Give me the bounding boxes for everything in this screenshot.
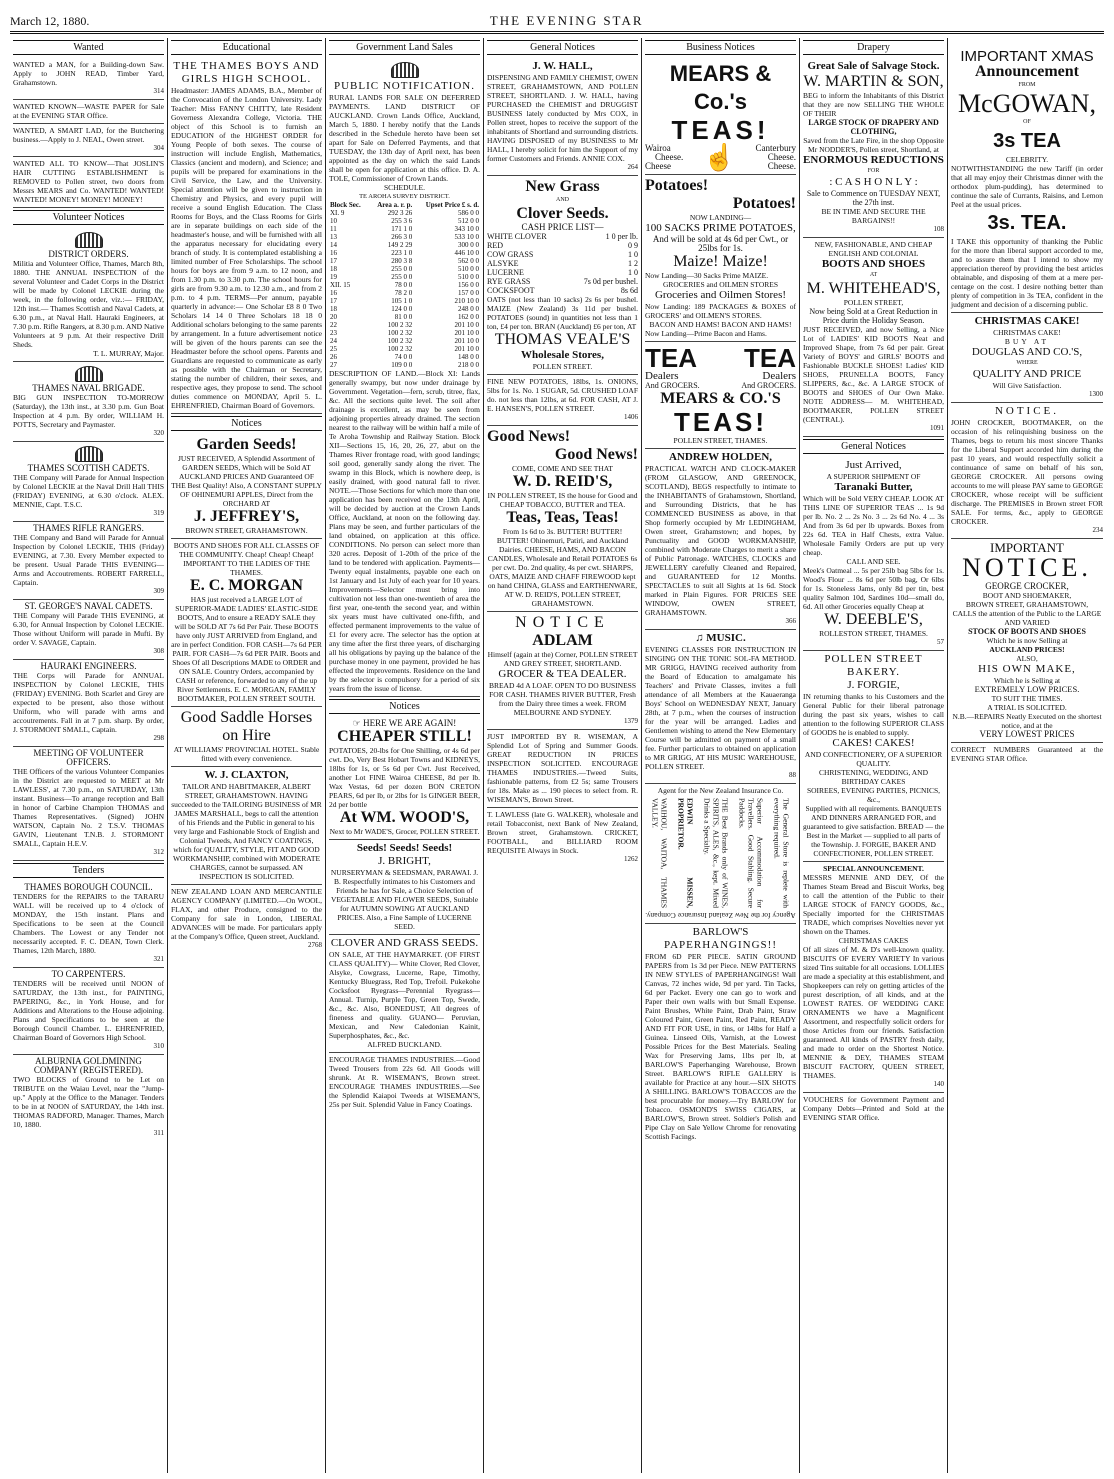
rifle-rangers: THAMES RIFLE RANGERS. THE Company and Band will Parade for Annual Inspection by Colonel LECKIE, THIS (Friday) EVENING, at 7.30. Every Member expected to be present. Usual Parade THIS EVENING—Arms and Accoutrements. ROBERT FARRELL, Captain. 309 xyxy=(13,522,164,600)
table-cell: 201 10 0 xyxy=(454,321,479,329)
wanted-ad: WANTED a MAN, for a Building-down Saw. Apply to JOHN READ, Timber Yard, Grahamstown. 314 xyxy=(13,58,164,100)
section-header-government-land: Government Land Sales xyxy=(329,40,480,55)
price-row: WHITE CLOVER 1 0 per lb. xyxy=(487,232,638,241)
table-cell: 81 0 0 xyxy=(394,313,413,321)
mears-potatoes-ad: Potatoes! Potatoes! NOW LANDING— 100 SACKS PRIME POTATOES, And will be sold at 4s 6d per Cwt., or 25lbs for 1s. Maize! Maize! Now Landing—30 Sacks Prime MAIZE. GROCERIES and OILMEN STORES Groceries and Oilmen Stores! Now Landing: 189 PACKAGES & BOXES of GROCERS' and OILMEN'S STORES. BACON AND HAMS! BACON AND HAMS! Now Landing—Prime Bacon and Hams. xyxy=(645,175,796,342)
table-cell: 156 0 0 xyxy=(458,281,479,289)
table-cell: 562 0 0 xyxy=(458,257,479,265)
table-cell: 13 xyxy=(330,233,337,241)
table-cell: 105 1 0 xyxy=(391,297,413,305)
volunteer-officers-meeting: MEETING OF VOLUNTEER OFFICERS. THE Officers of the various Volunteer Companies in the District are requested to MEET at Mr LAWLESS', at 7.30 p.m., on SATURDAY, 13th instant. Business—To arrange reception and Ball in honor of Carbine Champion THOMAS and Thames Representatives. (Signed) JOHN WATSON, Captain No. 2 T.S.V. THOMAS GAVIN, Lieutenant T.N.B. J. STORMONT SMALL, Captain H.E.V. 312 xyxy=(13,747,164,861)
wanted-ad: WANTED ALL TO KNOW—That JOSLIN'S HAIR CUTTING ESTABLISHMENT is REMOVED to Pollen street, two doors from Messrs MEARS and Co. WANTED! WANTED! WANTED! MONEY! MONEY! MONEY! xyxy=(13,157,164,208)
wood-grocery-ad: ☞ HERE WE ARE AGAIN! CHEAPER STILL! POTATOES, 20-lbs for One Shilling, or 4s 6d per cwt. Do, Very Best Hobart Towns and KIDNEYS, 18lbs for 1s, or 5s 6d per Cwt. Just Received, another Lot FINE Wairoa CHEESE, 8d per lb. Wax Vestas, 6d per dozen BON CRETON PEARS, 6d per lb, or 2lbs for 1s GINGER BEER, 2d per bottle At WM. WOOD'S, Next to Mr WADE'S, Grocer, POLLEN STREET. xyxy=(329,717,480,840)
coat-of-arms-icon xyxy=(75,446,103,462)
table-row xyxy=(329,225,480,233)
table-cell: 157 0 0 xyxy=(458,289,479,297)
price-row: LUCERNE 1 0 xyxy=(487,268,638,277)
price-row: COW GRASS 1 0 xyxy=(487,250,638,259)
column-mcgowan-crocker xyxy=(948,38,1106,1473)
section-header-notices: Notices xyxy=(329,699,480,714)
masthead-title: THE EVENING STAR xyxy=(489,13,644,28)
table-row xyxy=(329,305,480,313)
coat-of-arms-icon xyxy=(75,366,103,382)
table-cell: 26 xyxy=(330,353,337,361)
holden-watchmaker-ad: ANDREW HOLDEN, PRACTICAL WATCH AND CLOCK-MAKER (FROM GLASGOW, AND GREENOCK, SCOTLAND), BEGS respectfully to intimate to the INHABITANTS of Grahamstown, Shortland, and Surrounding Districts, that he has COMMENCED BUSINESS as above, in that Shop formerly occupied by Mr LEDINGHAM, Owen street, Grahamstown; and hopes, by Punctuality and GOOD WORKMANSHIP, combined with Moderate Charges to merit a share of Public Patronage. WATCHES, CLOCKS and JEWELLERY carefully Cleaned and Repaired, and GUARANTEED for 12 Months. SPECTACLES to suit all Sights at 1s 6d. Stock marked in Plain Figures. FOR PRICES SEE WINDOW, OWEN STREET, GRAHAMSTOWN. 366 xyxy=(645,449,796,630)
naval-brigade: THAMES NAVAL BRIGADE. BIG GUN INSPECTION TO-MORROW (Saturday), the 13th inst., at 3.30 p.m. Gun Boat Inspection at 4 p.m. By order, WILLIAM H. POTTS, Secretary and Paymaster. 320 xyxy=(13,362,164,442)
table-cell: 210 10 0 xyxy=(454,297,479,305)
table-cell: 20 xyxy=(330,313,337,321)
mcgowan-tea-ad: IMPORTANT XMAS Announcement FROM McGOWAN, OF 3s TEA CELEBRITY. NOTWITHSTANDING the new Tariff (in order that all may enjoy their Christmas dinner with the orthodox plum-pudding), has determined to continue the sale of Currants, Raisins, and Lemon Peel at the usual prices. 3s. TEA. I TAKE this opportunity of thanking the Public for the more than liberal support accorded to me, and to assure them that I intend to show my appreciation thereof by providing the best articles obtainable, and disposing of them at a mere per-centage on the cost. I desire nothing better than plenty of competition in 3s TEA, confident in the judgment and decision of a discerning public. xyxy=(951,48,1103,313)
forgie-bakery-ad: POLLEN STREET BAKERY. J. FORGIE, IN returning thanks to his Customers and the General Public for their liberal patronage during the past six years, wishes to call attention to the following SUPERIOR CLASS of GOODS he is enabled to supply. CAKES! CAKES! AND CONFECTIONERY, OF A SUPERIOR QUALITY. CHRISTENING, WEDDING, AND BIRTHDAY CAKES SOIREES, EVENING PARTIES, PICNICS, &c., Supplied with all requirements. BANQUETS AND DINNERS ARRANGED FOR, and guaranteed to give satisfaction. BREAD — the Best in the Market — supplied to all parts of the Township. J. FORGIE, BAKER AND CONFECTIONER, POLLEN STREET. xyxy=(803,651,944,862)
table-cell: 148 0 0 xyxy=(458,353,479,361)
music-note-icon: ♫ MUSIC. xyxy=(695,632,746,644)
reid-ad: Good News! Good News! COME, COME AND SEE THAT W. D. REID'S, IN POLLEN STREET, IS the house for Good and CHEAP TOBACCO, BUTTER and TEA. Teas, Teas, Teas! From 1s 6d to 3s. BUTTER! BUTTER! BUTTER! Ohinemuri, Patiri, and Auckland Dairies. CHEESE, HAMS, AND BACON CANDLES, Wholesale and Retail POTATOES 6s per cwt. Do. 2nd quality, 4s per cwt. SHARPS, OATS, MAIZE AND CHAFF FIREWOOD kept on hand CHINA, GLASS and EARTHENWARE, AT W. D. REID'S, POLLEN STREET, GRAHAMSTOWN. xyxy=(487,426,638,612)
whitehead-boots-ad: NEW, FASHIONABLE, AND CHEAP ENGLISH AND COLONIAL BOOTS AND SHOES AT M. WHITEHEAD'S, POLLEN STREET, Now being Sold at a Great Reduction in Price durin the Holiday Season. JUST RECEIVED, and now Selling, a Nice Lot of LADIES' KID BOOTS Neat and Improved Shape, from 7s 6d per pair. Great Variety of BOYS' and GIRLS' BOOTS and Fashionable BUCKLE SHOES! Ladies' KID SHOES, PRUNELLA BOOTS, Fancy SLIPPERS, &c., &c. A LARGE STOCK of BOOTS and SHOES of Our Own Make. NOTE ADDRESS— M. WHITEHEAD, BOOTMAKER, POLLEN STREET (CENTRAL). 1091 xyxy=(803,238,944,437)
table-cell: 510 0 0 xyxy=(458,273,479,281)
section-header-general-notices: General Notices xyxy=(803,439,944,454)
to-carpenters: TO CARPENTERS. TENDERS will be received until NOON of SATURDAY, the 13th inst., for PAINTING, PAPERING, &c., in York House, and for Additions and Alterations to the House adjoining. Plans and Specifications to be seen at the Borough Council Chamber. L. EHRENFRIED, Chairman Board of Governors High School. 310 xyxy=(13,968,164,1055)
wiseman-encourage-ad: ENCOURAGE THAMES INDUSTRIES.—Good Tweed Trousers from 22s 6d. All Goods will shrunk. At R. WISEMAN'S, Brown street. ENCOURAGE THAMES INDUSTRIES.—See the Splendid Kaiapoi Tweeds at WISEMAN'S, 25s per Suit. Splendid Value in Fancy Coatings. xyxy=(329,1055,480,1109)
table-cell: 100 2 32 xyxy=(387,329,413,337)
veale-seeds-ad: New Grass AND Clover Seeds. CASH PRICE LIST— WHITE CLOVER 1 0 per lb. RED 0 9 COW GRASS 1 0 ALSYKE 1 2 LUCERNE 1 0 RYE GRASS 7s 0d per bushel. COCKSFOOT 8s 6d OATS (not less than 10 sacks) 2s 6s per bushel. MAIZE (New Zealand) 3s 11d per bushel. POTATOES (sound) in quantities not less than 1 ton, £4 per ton. BRAN (Auckland) £6 per ton, AT THOMAS VEALE'S Wholesale Stores, POLLEN STREET. xyxy=(487,176,638,375)
price-row: ALSYKE 1 2 xyxy=(487,259,638,268)
table-cell: 248 0 0 xyxy=(458,305,479,313)
masthead-date: March 12, 1880. xyxy=(10,14,90,28)
table-cell: XI. 9 xyxy=(330,209,345,217)
douglas-cake-ad: CHRISTMAS CAKE! CHRISTMAS CAKE! BUY AT DOUGLAS AND CO.'S, WHERE QUALITY AND PRICE Will Give Satisfaction. 1300 xyxy=(951,313,1103,403)
table-cell: 18 xyxy=(330,305,337,313)
table-cell: 201 10 0 xyxy=(454,329,479,337)
te-aroha-hotel-ad: Agent for the New Zealand Insurance Co. WAIHOU, WAITOA, THAMES VALLEY. EDWIN MISSEN, PROPRIETOR. THE Best Brands only of WINES, SPIRITS, ALES, &c., kept. Mixed Drinks a Specialty. Superior Accommodation for Travellers. Good Stabling. Secure Paddocks. The General Store is replete with everything required. Agency for the New Zealand Insurance Company. xyxy=(645,784,796,924)
claxton-tailor-ad: W. J. CLAXTON, TAILOR AND HABITMAKER, ALBERT STREET, GRAHAMSTOWN. HAVING succeeded to the TAILORING BUSINESS of MR JAMES MARSHALL, begs to call the attention of his Friends and the Public in general to his very large and Fashionable Stock of English and Colonial Tweeds, And FANCY COATINGS, which for QUALITY, STYLE, FIT AND GOOD WORKMANSHIP, combined with MODERATE CHARGES, cannot be surpassed. AN INSPECTION IS SOLICITED. xyxy=(171,767,322,885)
table-cell: 255 3 6 xyxy=(391,217,413,225)
table-header-cell: Area a. r. p. xyxy=(377,201,413,209)
table-cell: 512 0 0 xyxy=(458,217,479,225)
table-row xyxy=(329,321,480,329)
table-cell: 100 2 32 xyxy=(387,337,413,345)
table-row xyxy=(329,257,480,265)
column-general-notices xyxy=(484,38,642,1473)
table-row xyxy=(329,249,480,257)
table-cell: 255 0 0 xyxy=(391,265,413,273)
table-cell: 223 1 0 xyxy=(391,249,413,257)
newspaper-columns xyxy=(10,38,1104,1473)
wanted-ad: WANTED KNOWN—WASTE PAPER for Sale at the EVENING STAR Office. xyxy=(13,100,164,124)
table-row xyxy=(329,313,480,321)
high-school-ad: THE THAMES BOYS AND GIRLS HIGH SCHOOL. Headmaster: JAMES ADAMS, B.A., Member of the Convocation of the London University. Lady Teacher: Miss FANNY CHITTY, late Resident Governess Alexandra College, Victoria. THE object of this School is to furnish an EDUCATION of the HIGHEST ORDER for Young People of both sexes. The course of instruction will include English, Mathematics, Classics (ancient and modern), and Science; and pupils will be prepared for examinations in the Civil Service, the Law, and the University. Special attention will be given to instruction in Chemistry and Physics, and every pupil will receive a sound English Education. The Class Rooms for Boys, and the Class Rooms for Girls are in separate buildings on each side of the headmaster's house, and will be furnished with all the apparatus necessary for elucidating every branch of study. It is contemplated establishing a limited number of Free Scholarships. The school hours for boys are from 9 a.m. to 12 noon, and from 1.30 p.m. to 3.30 p.m. The school hours for girls are from 9.30 a.m. to 12.30 a.m., and from 2 p.m. to 4 p.m. TERMS—Per annum, payable quarterly in advance:— One Scholar £8 8 0 Two Scholars 14 14 0 Three Scholars 18 18 0 Additional scholars belonging to the same parents by arrangement. In a future advertisement notice will be given of the hours parents can see the Headmaster before the school opens. Parents and Guardians are requested to communicate as early as possible with the Chairman or Secretary, stating the number of children, their sexes, and respective ages, they propose to send. The school duties commence on MONDAY, April 5. L. EHRENFRIED, Chairman Board of Governors. xyxy=(171,58,322,414)
martin-salvage-ad: Great Sale of Salvage Stock. W. MARTIN & SON, BEG to inform the Inhabitants of this District that they are now SELLING THE WHOLE OF THEIR LARGE STOCK OF DRAPERY AND CLOTHING, Saved from the Late Fire, in the shop Opposite Mr NODDER'S, Pollen street, Shortland, at ENORMOUS REDUCTIONS FOR : C A S H O N L Y : Sale to Commence on TUESDAY NEXT, the 27th inst. BE IN TIME AND SECURE THE BARGAINS!! 108 xyxy=(803,58,944,238)
deeble-ad: Just Arrived, A SUPERIOR SHIPMENT OF Taranaki Butter, Which will be Sold VERY CHEAP. LOOK AT THIS LINE OF SUPERIOR TEAS ... 1s 9d per lb. No. 2 ... 2s No. 3 ... 2s 6d No. 4 ... 3s And from 3s 6d per lb upwards. Boxes from 22s 6d. TEA in Half Chests, extra Value. Wholesale Family Orders are put up very cheap. CALL AND SEE. Meek's Oatmeal ... 5s per 25lb bag 5lbs for 1s. Wood's Flour ... 8s 6d per 50lb bag, Or 6lbs for 1s. Stoneless Jams, only 8d per tin, best quality Salmon 10d, Sardines 10d—small do, 6d. All other Groceries equally Cheap at W. DEEBLE'S, ROLLESTON STREET, THAMES. 57 xyxy=(803,457,944,651)
section-header-volunteer: Volunteer Notices xyxy=(13,210,164,225)
table-cell: 149 2 29 xyxy=(387,241,413,249)
section-header-drapery: Drapery xyxy=(803,40,944,55)
table-row xyxy=(329,345,480,353)
table-cell: 14 xyxy=(330,241,337,249)
land-schedule-table xyxy=(329,201,480,369)
borough-council: THAMES BOROUGH COUNCIL. TENDERS for the REPAIRS to the TARARU WALL will be received up to 4 o'clock of MONDAY, the 15th instant. Plans and Specifications to be seen at the Council Chambers. The Lowest or any Tender not necessarily accepted. F. C. DEAN, Town Clerk. Thames, 12th March, 1880. 321 xyxy=(13,881,164,968)
hansen-ad: FINE NEW POTATOES, 18lbs, 1s. ONIONS, 5lbs for 1s. No. 1 SUGAR, 5d. CRUSHED LOAF do. not less than 12lbs, at 6d. FOR CASH, AT J. E. HANSEN'S, POLLEN STREET. 1406 xyxy=(487,375,638,426)
table-cell: 446 10 0 xyxy=(454,249,479,257)
table-header-cell: Upset Price £ s. d. xyxy=(425,201,479,209)
buckland-clover-ad: CLOVER AND GRASS SEEDS. ON SALE, AT THE HAYMARKET. (OF FIRST CLASS QUALITY)— White Clover, Red Clover, Alsyke, Cowgrass, Lucerne, Rape, Timothy, Kentucky Bluegrass, Red Top, Trefoil. Pukekohe Cocksfoot Ryegrass—Perennial Ryegrass—Annual. Turnip, Purple Top, Green Top, Swede, &c., &c. Also, BONEDUST, All degrees of fineness and quality. GUANO— Peruvian, Mexican, and New Caledonian Kainit, Superphosphates, &c., &c. ALFRED BUCKLAND. xyxy=(329,935,480,1053)
scottish-cadets: THAMES SCOTTISH CADETS. THE Company will Parade for Annual Inspection by Colonel LECKIE at the Naval Drill Hall THIS (FRIDAY) EVENING, at 6.30 o'clock. ALEX. MENNIE, Capt. T.S.C. 319 xyxy=(13,442,164,522)
section-header-notices: Notices xyxy=(171,416,322,431)
table-row xyxy=(329,337,480,345)
table-cell: 100 2 32 xyxy=(387,321,413,329)
mears-teas-ad: MEARS & Co.'s TEAS! Wairoa Cheese. Cheese ☝ Canterbury Cheese. Cheese. xyxy=(645,58,796,175)
bright-seeds-ad: Seeds! Seeds! Seeds! J. BRIGHT, NURSERYMAN & SEEDSMAN, PARAWAI. J. B. Respectfully intimates to his Customers and Friends he has for Sale, a Choice Selection of VEGETABLE AND FLOWER SEEDS, Suitable for AUTUMN SOWING AT AUCKLAND PRICES. Also, a Fine Sample of LUCERNE SEED. xyxy=(329,840,480,935)
table-cell: 201 10 0 xyxy=(454,337,479,345)
column-drapery xyxy=(800,38,948,1473)
table-cell: 300 0 0 xyxy=(458,241,479,249)
george-naval-cadets: ST. GEORGE'S NAVAL CADETS. THE Company will Parade THIS EVENING, at 6.30, for Annual Inspection by Colonel LECKIE. Those without Uniform will parade in Mufti. By order V. SAVAGE, Captain. 308 xyxy=(13,600,164,660)
hall-chemist-ad: J. W. HALL, DISPENSING AND FAMILY CHEMIST, OWEN STREET, GRAHAMSTOWN, AND POLLEN STREET, SHORTLAND. J. W. HALL, having PURCHASED the CHEMIST and DRUGGIST BUSINESS lately conducted by Mrs COX, in Pollen street, hopes to receive the support of the inhabitants of Shortland and surrounding districts. HAVING DISPOSED of my BUSINESS to Mr HALL, I hereby solicit for him the Support of my former Customers and Friends. ANNIE COX. 264 xyxy=(487,58,638,176)
table-row xyxy=(329,265,480,273)
table-cell: 171 1 0 xyxy=(391,225,413,233)
table-cell: 27 xyxy=(330,361,337,369)
morgan-boots-ad: BOOTS AND SHOES FOR ALL CLASSES OF THE COMMUNITY. Cheap! Cheap! Cheap! IMPORTANT TO THE LADIES OF THE THAMES. E. C. MORGAN HAS just received a LARGE LOT of SUPERIOR-MADE LADIES' ELASTIC-SIDE BOOTS, And to ensure a READY SALE they will be SOLD AT 7s 6d Per Pair. These BOOTS have only JUST ARRIVED from England, and are in perfect Condition. FOR CASH—7s 6d PER PAIR. FOR CASH—7s 6d PER PAIR. Boots and Shoes Of all Descriptions MADE to ORDER and ON SALE. Country Orders, accompanied by CASH or reference, forwarded to any of the up River Settlements. E. C. MORGAN, FAMILY BOOTMAKER, POLLEN STREET SOUTH. xyxy=(171,539,322,707)
table-cell: 19 xyxy=(330,273,337,281)
table-row xyxy=(329,241,480,249)
wanted-ad: WANTED, A SMART LAD, for the Butchering business.—Apply to J. NEAL, Owen street. 304 xyxy=(13,124,164,157)
table-row xyxy=(329,233,480,241)
table-row xyxy=(329,329,480,337)
price-list xyxy=(487,232,638,295)
table-cell: 17 xyxy=(330,257,337,265)
table-cell: 10 xyxy=(330,217,337,225)
alburnia-company: ALBURNIA GOLDMINING COMPANY (REGISTERED). TWO BLOCKS of Ground to be Let on TRIBUTE on the Waiau Level, near the "Jump-up." Apply at the Office to the Manager. Tenders to be in at NOON of SATURDAY, the 14th inst. THOMAS RADFORD, Manager. Thames, March 10, 1880. 311 xyxy=(13,1056,164,1137)
table-cell: 255 0 0 xyxy=(391,273,413,281)
wiseman-ad: JUST IMPORTED BY R. WISEMAN, A Splendid Lot of Spring and Summer Goods. GREAT REDUCTION IN PRICES INSPECTION SOLICITED. ENCOURAGE THAMES INDUSTRIES.—Tweed Suits, fashionable patterns, from £2 5s; same Trousers for 18s. Make as ... 190 pieces to select from. R. WISEMAN'S, Brown Street. xyxy=(487,730,638,808)
table-cell: 16 xyxy=(330,249,337,257)
music-ad: ♫ MUSIC. EVENING CLASSES FOR INSTRUCTION IN SINGING ON THE TONIC SOL-FA METHOD. MR GRIGG, HAVING received authority from the Board of Education to amalgamate his Teachers' and Private Classes, invites a full attendance of all Members at the Kauaeranga Boys' School on WEDNESDAY NEXT, January 28th, at 7 p.m., when the courses of instruction for the year will be arranged. Ladies and Gentlemen wishing to attend the New Elementary Course will be admitted on payment of a small fee. Further particulars to obtained on application to MR GRIGG, AT HIS MUSIC WAREHOUSE, POLLEN STREET. 88 xyxy=(645,630,796,784)
table-cell: 100 2 32 xyxy=(387,345,413,353)
table-cell: 343 10 0 xyxy=(454,225,479,233)
table-cell: 16 xyxy=(330,289,337,297)
table-cell: 162 0 0 xyxy=(458,313,479,321)
table-cell: 280 3 8 xyxy=(391,257,413,265)
george-crocker-ad: IMPORTANT NOTICE. GEORGE CROCKER, BOOT AND SHOEMAKER, BROWN STREET, GRAHAMSTOWN, CALLS the attention of the Public to the LARGE AND VARIED STOCK OF BOOTS AND SHOES Which he is now Selling at AUCKLAND PRICES! ALSO, HIS OWN MAKE, Which he is Selling at EXTREMELY LOW PRICES. TO SUIT THE TIMES. A TRIAL IS SOLICITED. N.B.—REPAIRS Neatly Executed on the shortest notice, and at the VERY LOWEST PRICES CORRECT NUMBERS Guaranteed at the EVENING STAR Office. xyxy=(951,540,1103,763)
table-cell: 266 3 0 xyxy=(391,233,413,241)
price-row: COCKSFOOT 8s 6d xyxy=(487,286,638,295)
table-row xyxy=(329,273,480,281)
table-row xyxy=(329,289,480,297)
table-row xyxy=(329,281,480,289)
district-orders: DISTRICT ORDERS. Militia and Volunteer Office, Thames, March 8th, 1880. THE ANNUAL INSPECTION of the several Volunteer and Cadet Corps in the District will be made by Colonel LECKIE during the week, in the following order, viz.:— FRIDAY, 12th inst.— Thames Scottish and Naval Cadets, at 6.30 p.m., at Naval Hall. Hauraki Engineers, at 7.30 p.m. Rifle Rangers, at 8.30 p.m. AND Native Volunteers at 9 p.m. At their respective Drill Sheds. T. L. MURRAY, Major. xyxy=(13,228,164,362)
masthead xyxy=(10,8,1104,34)
vouchers-ad: VOUCHERS for Government Payment and Company Debts—Printed and Sold at the EVENING STAR Office. xyxy=(803,1095,944,1122)
table-cell: 18 xyxy=(330,265,337,273)
table-cell: 78 0 0 xyxy=(394,281,413,289)
table-row xyxy=(329,297,480,305)
column-government-land xyxy=(326,38,484,1473)
barlow-paper-ad: BARLOW'S PAPERHANGINGS!! FROM 6D PER PIECE. SATIN GROUND PAPERS from 1s 3d per Piece. NEW PATTERNS IN NEW STYLES of PAPERHANGINGS! Wall Canvas, 72 inches wide, 9d per yard. Tin Tacks, 6d per Packet. Every one can go to work and Paper their own walls with but Small Expense. Paint Brushes, White Paint, Drab Paint, Straw Coloured Paint, Green Paint, Red Paint, READY AND FIT FOR USE, in tins, or 14lbs for Half a Guinea. Linseed Oils, Varnish, at the Lowest Possible Prices for the Best Materials. Sealing Wax for Preserving Jams, 1lbs per lb, at BARLOW'S Paperhanging Warehouse, Brown Street. BARLOW'S RIFLE GALLERY is available for Practice at any hour.—SIX SHOTS A SHILLING. BARLOW'S TOBACCOS are the best procurable for money.—Try BARLOW for Tobacco. OSMOND'S SWISS CIGARS, at BARLOW'S, Brown street. Soldier's Polish and Pipe Clay on Sale Yellow Chrome for renovating Scottish Facings. xyxy=(645,926,796,1141)
public-notification: PUBLIC NOTIFICATION. RURAL LANDS FOR SALE ON DEFERRED PAYMENTS. LAND DISTRICT OF AUCKLAND. Crown Lands Office, Auckland, March 5, 1880. I hereby notify that the Lands described in the Schedule hereto have been set apart for Sale on Deferred Payments, and that TUESDAY, the 13th day of April next, has been appointed as the day on which the said Lands shall be open for application at this office. D. A. TOLE, Commissioner of Crown Lands. SCHEDULE. TE AROHA SURVEY DISTRICT. Block Sec. Area a. r. p. Upset Price £ s. d. XI. 9 292 3 26 586 0 0 10 255 3 6 512 0 0 11 171 1 0 343 10 0 13 266 3 0 533 10 0 14 149 2 29 300 0 0 16 223 1 0 446 10 0 17 280 3 8 562 0 0 18 255 0 0 510 0 0 19 255 0 0 510 0 0 XII. 15 78 0 0 156 0 0 16 78 2 0 157 0 0 17 105 1 0 210 10 0 18 124 0 0 248 0 0 20 81 0 0 162 0 0 22 100 2 32 201 10 0 23 100 2 32 201 10 0 24 100 2 32 201 10 0 25 100 2 32 201 10 0 26 74 0 0 148 0 0 27 109 0 0 218 0 0 DESCRIPTION OF LAND.—Block XI: Lands generally swampy, but now under drainage by Government. Vegetation—fern, scrub, titree, flax, &c. All the sections quite level. The soil after drainage is excellent, as may be seen from adjoining properties already drained. The section nearest to the railway will be within half a mile of Te Aroha Township and Railway Station. Block XII—Sections 15, 16, 20, 26, 27, abut on the Thames River frontage road, with good landings; soil good, generally sandy along the river. The swamp in this Block, which is nowhere deep, is easily drained, with good natural fall to river. NOTE.—Those Sections for which more than one application has been received on the 13th April, will be decided by auction at the Crown Lands Office, Auckland, at noon on the following day. Plans may be seen, and further particulars of the land obtained, on application at this office. CONDITIONS. No person can select more than 320 acres. Deposit of 1-20th of the price of the land to be tendered with application. Payments—Twenty equal instalments, payable one each on 1st January and 1st July of each year for 10 years. Improvements—Selector must bring into cultivation not less than one-twentieth of area the first year, one-tenth the second year, and within six years must have cultivated one-fifth, and effected permanent improvements to the value of £1 for every acre. The selector has the option at any time after the first three years, of discharging all his obligations by paying up the balance of the purchase money in one payment, provided he has effected the improvements. Residence on the land by the selector is compulsory for a period of six years from the issue of license. xyxy=(329,58,480,697)
table-row xyxy=(329,217,480,225)
pointing-hand-icon: ☞ HERE WE ARE AGAIN! xyxy=(352,718,457,728)
lawless-ad: T. LAWLESS (late G. WALKER), wholesale and retail Tobacconist, next Bank of New Zealand, Brown street, Grahamstown. CRICKET, FOOTBALL, and BILLIARD ROOM REQUISITE Always in Stock. 1262 xyxy=(487,810,638,863)
table-cell: 24 xyxy=(330,337,337,345)
table-row xyxy=(329,361,480,369)
table-cell: 11 xyxy=(330,225,337,233)
table-cell: XII. 15 xyxy=(330,281,351,289)
section-header-educational: Educational xyxy=(171,40,322,55)
table-cell: 292 3 26 xyxy=(387,209,413,217)
adlam-ad: NOTICE ADLAM Himself (again at the) Corner, POLLEN STREET AND GREY STREET, SHORTLAND. GROCER & TEA DEALER. BREAD 4d A LOAF. OPEN TO DO BUSINESS FOR CASH. THAMES RIVER BUTTER, Fresh from the Dairy three times a week. FROM MELBOURNE AND SYDNEY. 1379 xyxy=(487,612,638,730)
price-row: RYE GRASS 7s 0d per bushel. xyxy=(487,277,638,286)
mears-tea-dealers-ad: TEA TEA Dealers Dealers And GROCERS. And GROCERS. MEARS & CO.'S TEAS! POLLEN STREET, THAMES. xyxy=(645,342,796,449)
pointing-hand-icon: ☝ xyxy=(703,142,736,172)
table-cell: 218 0 0 xyxy=(458,361,479,369)
table-cell: 201 10 0 xyxy=(454,345,479,353)
column-educational xyxy=(168,38,326,1473)
section-header-wanted: Wanted xyxy=(13,40,164,55)
mennie-dey-ad: SPECIAL ANNOUNCEMENT. MESSRS MENNIE AND DEY, Of the Thames Steam Bread and Biscuit Works, beg to call the attention of the Public to their LARGE STOCK of FANCY GOODS, &c., Specially imported for the CHRISTMAS TRADE, which comprises Novelties never yet shown on the Thames. CHRISTMAS CAKES Of all sizes of M. & D's well-known quality. BISCUITS OF EVERY VARIETY In various sized Tins suitable for all occasions. LOLLIES are made a speciality at this establishment, and Shopkeepers can rely on getting articles of the purest description, of all kinds, and at the LOWEST RATES. OF WEDDING CAKE ORNAMENTS we have a Magnificent Assortment, and respectfully solicit orders for those Articles from our friends. Satisfaction guaranteed. All kinds of PASTRY fresh daily, and made to order on the Shortest Notice. MENNIE & DEY, THAMES STEAM BISCUIT FACTORY, QUEEN STREET, THAMES. 140 xyxy=(803,862,944,1093)
table-cell: 510 0 0 xyxy=(458,265,479,273)
section-header-business: Business Notices xyxy=(645,40,796,55)
section-header-general-notices: General Notices xyxy=(487,40,638,55)
table-cell: 586 0 0 xyxy=(458,209,479,217)
table-cell: 25 xyxy=(330,345,337,353)
column-business-notices xyxy=(642,38,800,1473)
section-header-tenders: Tenders xyxy=(13,863,164,878)
coat-of-arms-icon xyxy=(75,232,103,248)
price-row: RED 0 9 xyxy=(487,241,638,250)
rotated-hotel-notice: WAIHOU, WAITOA, THAMES VALLEY. EDWIN MISSEN, PROPRIETOR. THE Best Brands only of WINES, SPIRITS, ALES, &c., kept. Mixed Drinks a Specialty. Superior Accommodation for Travellers. Good Stabling. Secure Paddocks. The General Store is replete with everything required. xyxy=(650,798,791,908)
table-cell: 78 2 0 xyxy=(394,289,413,297)
table-header-cell: Block Sec. xyxy=(330,201,361,209)
table-row xyxy=(329,353,480,361)
table-row xyxy=(329,209,480,217)
table-cell: 74 0 0 xyxy=(394,353,413,361)
crocker-notice-ad: NOTICE. JOHN CROCKER, BOOTMAKER, on the occasion of his relinquishing business on the Thames, begs to return his most sincere Thanks for the Liberal Support accorded him during the past 10 years, and would respectfully solicit a continuance of same on behalf of his son, GEORGE CROCKER. All persons owing accounts to me will please PAY same to GEORGE CROCKER, whose receipt will be sufficient discharge. The PREMISES in Brown street FOR SALE. For terms, &c., apply to GEORGE CROCKER. 234 xyxy=(951,403,1103,539)
table-cell: 22 xyxy=(330,321,337,329)
column-wanted-volunteer xyxy=(10,38,168,1473)
nz-loan-ad: NEW ZEALAND LOAN AND MERCANTILE AGENCY COMPANY (LIMITED.—On WOOL, FLAX, and other Produce, consigned to the Company for sale in London, LIBERAL ADVANCES will be made. For particulars apply at the Company's Office, Queen street, Auckland. 2768 xyxy=(171,887,322,949)
table-cell: 17 xyxy=(330,297,337,305)
table-cell: 109 0 0 xyxy=(391,361,413,369)
saddle-horses-ad: Good Saddle Horses on Hire AT WILLIAMS' PROVINCIAL HOTEL. Stable fitted with every convenience. xyxy=(171,707,322,767)
hauraki-engineers: HAURAKI ENGINEERS. THE Corps will Parade for ANNUAL INSPECTION by Colonel LECKIE, THIS (FRIDAY) EVENING. Both Scarlet and Grey are expected to be present, also those without Uniform, who will parade with arms and accoutrements. Fall in at 7 p.m. sharp. By order, J. STORMONT SMALL, Captain. 298 xyxy=(13,660,164,747)
table-cell: 23 xyxy=(330,329,337,337)
coat-of-arms-icon xyxy=(391,62,419,78)
table-cell: 124 0 0 xyxy=(391,305,413,313)
table-cell: 533 10 0 xyxy=(454,233,479,241)
garden-seeds-ad: Garden Seeds! JUST RECEIVED, A Splendid Assortment of GARDEN SEEDS, Which will be Sold AT AUCKLAND PRICES AND Guaranteed OF THE Best Quality! Also, A CONSTANT SUPPLY OF OHINEMURI APPLES, Direct from the ORCHARD AT J. JEFFREY'S, BROWN STREET, GRAHAMSTOWN. xyxy=(171,434,322,539)
